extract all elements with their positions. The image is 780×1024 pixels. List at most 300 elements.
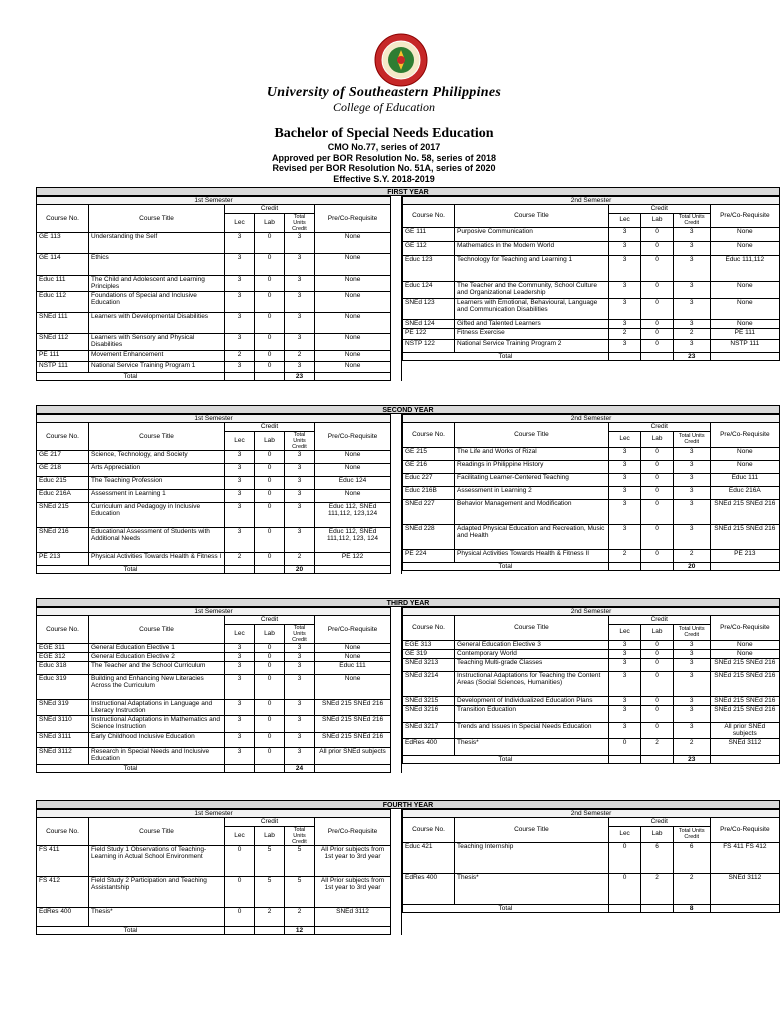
semester-label: 1st Semester (37, 810, 391, 818)
total-units: 3 (285, 652, 315, 661)
course-number: Educ 319 (37, 674, 89, 699)
course-title: Research in Special Needs and Inclusive Education (89, 747, 225, 764)
lec-units: 3 (225, 333, 255, 350)
course-title: Instructional Adaptations for Teaching the Content Areas (Social Sciences, Humanities) (455, 671, 609, 696)
total-units-header: Total Units Credit (285, 213, 315, 232)
lec-units: 3 (608, 705, 641, 722)
course-row (37, 291, 391, 312)
total-units: 3 (673, 447, 710, 460)
lab-header: Lab (255, 624, 285, 643)
course-number: EdRes 400 (403, 873, 455, 904)
total-units: 3 (285, 232, 315, 253)
total-units: 3 (673, 319, 710, 328)
semester-label: 1st Semester (37, 197, 391, 205)
lab-header: Lab (641, 213, 674, 227)
course-title: Movement Enhancement (89, 350, 225, 361)
course-row (403, 640, 780, 649)
empty-cell (710, 755, 779, 764)
semester-divider (390, 809, 402, 935)
course-row (37, 361, 391, 372)
lab-units: 0 (641, 255, 674, 281)
lec-units: 3 (608, 671, 641, 696)
prerequisite-header: Pre/Co-Requisite (315, 616, 391, 644)
course-row (37, 312, 391, 333)
prerequisite: PE 122 (315, 552, 391, 565)
course-number: SNEd 3214 (403, 671, 455, 696)
course-row (37, 350, 391, 361)
course-number: Educ 216B (403, 486, 455, 499)
course-title: Building and Enhancing New Literacies Across the Curriculum (89, 674, 225, 699)
course-number: SNEd 124 (403, 319, 455, 328)
credit-header: Credit (608, 423, 710, 432)
total-row (403, 755, 780, 764)
course-title: Assessment in Learning 1 (89, 489, 225, 502)
total-units: 3 (673, 722, 710, 738)
course-number: SNEd 216 (37, 527, 89, 552)
prerequisite: Educ 112, SNEd 111,112, 123, 124 (315, 527, 391, 552)
prerequisite: SNEd 215 SNEd 216 (710, 499, 779, 524)
course-title: General Education Elective 1 (89, 643, 225, 652)
course-title: Learners with Developmental Disabilities (89, 312, 225, 333)
course-row (403, 255, 780, 281)
total-units-value: 23 (285, 372, 315, 381)
lec-header: Lec (608, 213, 641, 227)
course-row (37, 476, 391, 489)
course-row (37, 643, 391, 652)
lab-units: 0 (255, 502, 285, 527)
course-row (37, 652, 391, 661)
lab-units: 0 (641, 649, 674, 658)
lab-header: Lab (641, 431, 674, 447)
total-units: 3 (673, 473, 710, 486)
lab-units: 0 (255, 291, 285, 312)
course-title: Foundations of Special and Inclusive Education (89, 291, 225, 312)
total-row (37, 372, 391, 381)
course-number: Educ 216A (37, 489, 89, 502)
empty-cell (641, 352, 674, 361)
lec-units: 3 (225, 747, 255, 764)
lab-units: 0 (255, 333, 285, 350)
lec-units: 0 (225, 845, 255, 876)
course-number: PE 213 (37, 552, 89, 565)
total-label: Total (37, 565, 225, 574)
lec-header: Lec (225, 826, 255, 845)
prerequisite: Educ 112, SNEd 111,112, 123,124 (315, 502, 391, 527)
lab-units: 0 (255, 747, 285, 764)
empty-cell (641, 562, 674, 571)
prerequisite-header: Pre/Co-Requisite (710, 205, 779, 228)
total-units: 3 (285, 643, 315, 652)
total-units-header: Total Units Credit (673, 624, 710, 640)
lab-units: 0 (641, 671, 674, 696)
empty-cell (710, 904, 779, 913)
course-row (403, 524, 780, 549)
total-units: 3 (285, 333, 315, 350)
lab-units: 0 (255, 275, 285, 291)
lec-header: Lec (608, 624, 641, 640)
course-row (37, 527, 391, 552)
lec-units: 3 (608, 696, 641, 705)
lab-units: 0 (255, 253, 285, 275)
empty-cell (225, 764, 255, 773)
course-row (403, 486, 780, 499)
lec-units: 3 (608, 473, 641, 486)
lab-units: 0 (641, 486, 674, 499)
total-units: 3 (285, 253, 315, 275)
total-label: Total (403, 904, 609, 913)
prerequisite: SNEd 215 SNEd 216 (710, 658, 779, 671)
course-title: Thesis* (455, 738, 609, 755)
course-row (403, 842, 780, 873)
course-title: Field Study 1 Observations of Teaching-Learning in Actual School Environment (89, 845, 225, 876)
lab-units: 0 (255, 489, 285, 502)
course-title: Field Study 2 Participation and Teaching Assistantship (89, 876, 225, 907)
lab-units: 5 (255, 876, 285, 907)
course-row (403, 328, 780, 339)
prerequisite: FS 411 FS 412 (710, 842, 779, 873)
lab-units: 0 (641, 473, 674, 486)
course-title: Facilitating Learner-Centered Teaching (455, 473, 609, 486)
course-title: Mathematics in the Modern World (455, 241, 609, 255)
total-units: 3 (673, 281, 710, 298)
total-units: 3 (673, 460, 710, 473)
total-row (37, 926, 391, 935)
empty-cell (608, 904, 641, 913)
lab-units: 0 (255, 699, 285, 715)
lec-units: 3 (608, 722, 641, 738)
prerequisite: None (315, 275, 391, 291)
empty-cell (641, 755, 674, 764)
empty-cell (608, 352, 641, 361)
total-units: 3 (285, 715, 315, 732)
course-row (37, 232, 391, 253)
course-number: GE 215 (403, 447, 455, 460)
total-units: 3 (285, 699, 315, 715)
lab-units: 0 (255, 463, 285, 476)
course-row (37, 845, 391, 876)
total-row (403, 562, 780, 571)
semester-halves (36, 196, 780, 381)
credit-header: Credit (225, 616, 315, 625)
total-units-value: 20 (285, 565, 315, 574)
lab-units: 2 (641, 873, 674, 904)
course-row (403, 499, 780, 524)
year-title: SECOND YEAR (36, 405, 780, 414)
lec-units: 3 (608, 460, 641, 473)
course-no-header: Course No. (37, 616, 89, 644)
total-units: 3 (673, 241, 710, 255)
course-title: Contemporary World (455, 649, 609, 658)
course-row (403, 460, 780, 473)
course-number: GE 216 (403, 460, 455, 473)
prerequisite: None (710, 319, 779, 328)
lab-units: 0 (255, 312, 285, 333)
university-seal-logo (374, 33, 428, 87)
course-title: Learners with Emotional, Behavioural, Language and Communication Disabilities (455, 298, 609, 319)
lab-units: 0 (255, 476, 285, 489)
prerequisite: All Prior subjects from 1st year to 3rd year (315, 845, 391, 876)
prerequisite: SNEd 215 SNEd 216 (710, 671, 779, 696)
total-row (403, 904, 780, 913)
lab-header: Lab (641, 624, 674, 640)
total-units-value: 20 (673, 562, 710, 571)
lec-units: 3 (225, 699, 255, 715)
total-label: Total (37, 926, 225, 935)
course-row (37, 450, 391, 463)
course-number: GE 112 (403, 241, 455, 255)
course-title: Development of Individualized Education Plans (455, 696, 609, 705)
course-number: SNEd 3110 (37, 715, 89, 732)
course-no-header: Course No. (403, 205, 455, 228)
prerequisite-header: Pre/Co-Requisite (710, 616, 779, 641)
course-number: GE 114 (37, 253, 89, 275)
year-title: THIRD YEAR (36, 598, 780, 607)
course-title: Early Childhood Inclusive Education (89, 732, 225, 747)
total-units: 3 (673, 671, 710, 696)
lec-units: 3 (608, 298, 641, 319)
total-units: 3 (285, 489, 315, 502)
total-units: 3 (673, 640, 710, 649)
lab-units: 0 (641, 447, 674, 460)
course-number: FS 412 (37, 876, 89, 907)
empty-cell (710, 562, 779, 571)
total-units: 3 (673, 339, 710, 352)
prerequisite: None (315, 652, 391, 661)
total-label: Total (37, 764, 225, 773)
lec-units: 3 (608, 281, 641, 298)
semester-label: 2nd Semester (403, 197, 780, 205)
course-no-header: Course No. (403, 423, 455, 448)
total-units: 3 (285, 661, 315, 674)
total-units-header: Total Units Credit (673, 213, 710, 227)
course-title: Instructional Adaptations in Mathematics and Science Instruction (89, 715, 225, 732)
prerequisite: None (315, 232, 391, 253)
prerequisite: PE 111 (710, 328, 779, 339)
year-block (36, 598, 780, 773)
course-number: Educ 318 (37, 661, 89, 674)
course-title: The Child and Adolescent and Learning Principles (89, 275, 225, 291)
course-row (37, 463, 391, 476)
total-row (37, 565, 391, 574)
cmo-line: CMO No.77, series of 2017 (327, 142, 441, 152)
total-units: 3 (285, 312, 315, 333)
total-units: 3 (673, 649, 710, 658)
total-label: Total (403, 755, 609, 764)
total-units: 3 (673, 524, 710, 549)
lab-units: 0 (641, 298, 674, 319)
lec-units: 3 (225, 643, 255, 652)
prerequisite: Educ 216A (710, 486, 779, 499)
prerequisite: SNEd 3112 (315, 907, 391, 926)
course-title-header: Course Title (89, 616, 225, 644)
course-title: Transition Education (455, 705, 609, 722)
lec-units: 3 (225, 652, 255, 661)
course-row (37, 502, 391, 527)
lab-units: 0 (255, 350, 285, 361)
total-units: 2 (285, 907, 315, 926)
total-units: 3 (285, 275, 315, 291)
prerequisite: None (710, 281, 779, 298)
lab-units: 0 (641, 281, 674, 298)
prerequisite-header: Pre/Co-Requisite (315, 205, 391, 233)
second-semester-table (402, 809, 780, 913)
lab-header: Lab (255, 213, 285, 232)
course-row (403, 473, 780, 486)
lec-units: 3 (225, 661, 255, 674)
prerequisite: None (710, 227, 779, 241)
lec-units: 3 (608, 499, 641, 524)
course-row (403, 671, 780, 696)
lab-header: Lab (255, 826, 285, 845)
total-units: 3 (285, 527, 315, 552)
course-row (37, 907, 391, 926)
empty-cell (255, 764, 285, 773)
prerequisite: None (710, 241, 779, 255)
lab-units: 0 (255, 715, 285, 732)
course-row (37, 661, 391, 674)
lec-units: 2 (608, 549, 641, 562)
course-number: SNEd 3216 (403, 705, 455, 722)
semester-label: 1st Semester (37, 608, 391, 616)
prerequisite: None (315, 291, 391, 312)
lec-units: 0 (608, 842, 641, 873)
course-number: EGE 313 (403, 640, 455, 649)
approval-line: Approved per BOR Resolution No. 58, series of 2018 (271, 153, 497, 163)
first-semester-table (36, 809, 391, 935)
prerequisite: None (710, 447, 779, 460)
total-units: 2 (285, 350, 315, 361)
course-title: Understanding the Self (89, 232, 225, 253)
total-units: 3 (285, 450, 315, 463)
program-title: Bachelor of Special Needs Education (274, 126, 494, 141)
second-semester-table (402, 607, 780, 764)
prerequisite: All Prior subjects from 1st year to 3rd year (315, 876, 391, 907)
total-units: 2 (673, 738, 710, 755)
effectivity-line: Effective S.Y. 2018-2019 (333, 174, 435, 184)
prerequisite-header: Pre/Co-Requisite (315, 423, 391, 451)
lec-units: 3 (608, 658, 641, 671)
course-title: General Education Elective 3 (455, 640, 609, 649)
course-number: SNEd 3213 (403, 658, 455, 671)
course-row (37, 333, 391, 350)
course-number: SNEd 3111 (37, 732, 89, 747)
empty-cell (255, 926, 285, 935)
lec-units: 2 (225, 350, 255, 361)
course-row (37, 732, 391, 747)
credit-header: Credit (225, 423, 315, 432)
course-number: SNEd 112 (37, 333, 89, 350)
lab-units: 0 (255, 232, 285, 253)
lec-units: 3 (608, 640, 641, 649)
course-title: Trends and Issues in Special Needs Education (455, 722, 609, 738)
lec-units: 3 (225, 489, 255, 502)
total-units: 3 (285, 674, 315, 699)
course-title: Purposive Communication (455, 227, 609, 241)
lab-units: 0 (641, 640, 674, 649)
lec-units: 3 (225, 463, 255, 476)
total-units: 3 (673, 705, 710, 722)
course-title: Educational Assessment of Students with Additional Needs (89, 527, 225, 552)
course-row (403, 696, 780, 705)
course-title: Thesis* (89, 907, 225, 926)
course-title: Thesis* (455, 873, 609, 904)
prerequisite: None (315, 643, 391, 652)
empty-cell (608, 755, 641, 764)
credit-header: Credit (225, 818, 315, 827)
course-title: Instructional Adaptations in Language and Literacy Instruction (89, 699, 225, 715)
lab-units: 0 (641, 499, 674, 524)
empty-cell (255, 565, 285, 574)
course-row (403, 281, 780, 298)
lab-units: 0 (255, 552, 285, 565)
lab-units: 0 (641, 696, 674, 705)
total-units-header: Total Units Credit (673, 826, 710, 842)
lab-units: 0 (641, 328, 674, 339)
lec-units: 3 (608, 227, 641, 241)
course-title-header: Course Title (89, 818, 225, 846)
course-number: EdRes 400 (37, 907, 89, 926)
total-units-value: 23 (673, 352, 710, 361)
year-title: FIRST YEAR (36, 187, 780, 196)
course-title: Physical Activities Towards Health & Fitness I (89, 552, 225, 565)
lab-units: 0 (641, 241, 674, 255)
semester-label: 2nd Semester (403, 415, 780, 423)
lab-units: 0 (255, 674, 285, 699)
empty-cell (315, 372, 391, 381)
semester-divider (390, 196, 402, 381)
total-units: 5 (285, 876, 315, 907)
prerequisite: SNEd 215 SNEd 216 (315, 732, 391, 747)
semester-label: 2nd Semester (403, 608, 780, 616)
lab-units: 0 (255, 450, 285, 463)
semester-divider (390, 414, 402, 574)
semester-halves (36, 607, 780, 773)
course-number: SNEd 3215 (403, 696, 455, 705)
total-units-value: 8 (673, 904, 710, 913)
lec-units: 3 (225, 275, 255, 291)
total-units-value: 23 (673, 755, 710, 764)
course-number: PE 224 (403, 549, 455, 562)
course-number: EdRes 400 (403, 738, 455, 755)
lec-units: 3 (225, 253, 255, 275)
semester-halves (36, 414, 780, 574)
course-title: Readings in Philippine History (455, 460, 609, 473)
lec-units: 0 (608, 873, 641, 904)
year-title: FOURTH YEAR (36, 800, 780, 809)
university-name: University of Southeastern Philippines (266, 85, 502, 100)
course-number: NSTP 122 (403, 339, 455, 352)
course-number: PE 122 (403, 328, 455, 339)
prerequisite: All prior SNEd subjects (315, 747, 391, 764)
prerequisite: SNEd 215 SNEd 216 (710, 696, 779, 705)
prerequisite: Educ 124 (315, 476, 391, 489)
total-units: 3 (285, 361, 315, 372)
year-block (36, 187, 780, 381)
prerequisite: None (710, 298, 779, 319)
total-label: Total (403, 562, 609, 571)
course-number: EGE 311 (37, 643, 89, 652)
total-units: 3 (285, 291, 315, 312)
course-row (403, 298, 780, 319)
lec-units: 3 (608, 447, 641, 460)
course-no-header: Course No. (37, 205, 89, 233)
lec-units: 3 (225, 527, 255, 552)
lab-units: 0 (255, 527, 285, 552)
lec-units: 3 (608, 319, 641, 328)
course-title: General Education Elective 2 (89, 652, 225, 661)
course-title: Assessment in Learning 2 (455, 486, 609, 499)
total-units: 2 (673, 549, 710, 562)
